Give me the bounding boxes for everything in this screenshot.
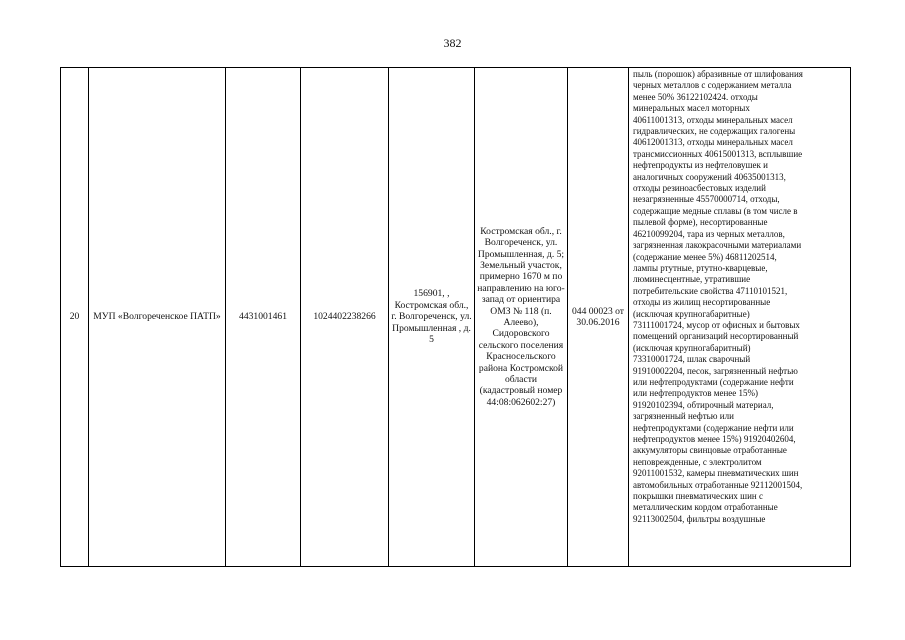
ogrn-cell: 1024402238266	[301, 68, 389, 567]
site-address-cell: Костромская обл., г. Волгореченск, ул. Промышленная, д. 5; Земельный участок, примерно 1670 м по направлению на юго-запад от ориентира ОМЗ № 118 (п. Алеево), Сидоровского сельского поселения Красносельского района Костромской области (кадастровый номер 44:08:062602:27)	[475, 68, 568, 567]
legal-address-cell: 156901, , Костромская обл., г. Волгореченск, ул. Промышленная , д. 5	[389, 68, 475, 567]
row-number-cell: 20	[61, 68, 89, 567]
registry-table	[60, 67, 851, 567]
organization-name-cell: МУП «Волгореченское ПАТП»	[89, 68, 226, 567]
waste-list-cell: пыль (порошок) абразивные от шлифования черных металлов с содержанием металла менее 50% 36122102424. отходы минеральных масел моторных 40611001313, отходы минеральных масел гидравлических, не содержащих галогены 40612001313, отходы минеральных масел трансмиссионных 40615001313, всплывшие нефтепродукты из нефтеловушек и аналогичных сооружений 40635001313, отходы резиноасбестовых изделий незагрязненные 45570000714, отходы, содержащие медные сплавы (в том числе в пылевой форме), несортированные 46210099204, тара из черных металлов, загрязненная лакокрасочными материалами (содержание менее 5%) 46811202514, лампы ртутные, ртутно-кварцевые, люминесцентные, утратившие потребительские свойства 47110101521, отходы из жилищ несортированные (исключая крупногабаритные) 73111001724, мусор от офисных и бытовых помещений организаций несортированный (исключая крупногабаритный) 73310001724, шлак сварочный 91910002204, песок, загрязненный нефтью или нефтепродуктами (содержание нефти или нефтепродуктов менее 15%) 91920102394, обтирочный материал, загрязненный нефтью или нефтепродуктами (содержание нефти или нефтепродуктов менее 15%) 91920402604, аккумуляторы свинцовые отработанные неповрежденные, с электролитом 92011001532, камеры пневматических шин автомобильных отработанные 92112001504, покрышки пневматических шин с металлическим кордом отработанные 92113002504, фильтры воздушные	[629, 68, 851, 567]
license-cell: 044 00023 от 30.06.2016	[568, 68, 629, 567]
table-row	[61, 68, 851, 567]
inn-cell: 4431001461	[226, 68, 301, 567]
page-number: 382	[443, 36, 462, 50]
